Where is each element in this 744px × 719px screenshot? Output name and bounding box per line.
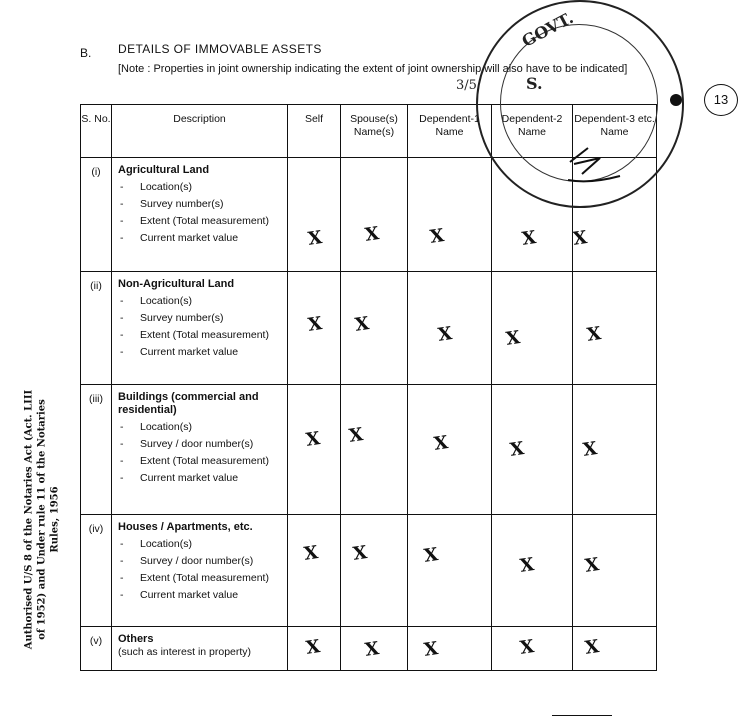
list-item: - Location(s) bbox=[118, 294, 283, 308]
cell-dependent-2 bbox=[492, 385, 573, 515]
row-category: Others bbox=[118, 633, 154, 645]
cross-mark: X bbox=[518, 636, 536, 659]
list-item: - Extent (Total measurement) bbox=[118, 571, 283, 585]
cell-dependent-3 bbox=[573, 515, 657, 627]
cross-mark: X bbox=[347, 424, 365, 447]
cross-mark: X bbox=[302, 542, 320, 565]
list-item: - Survey / door number(s) bbox=[118, 437, 283, 451]
cell-spouse bbox=[341, 385, 408, 515]
cell-dependent-2 bbox=[492, 515, 573, 627]
list-item: - Current market value bbox=[118, 231, 283, 245]
header-spouse: Spouse(s) Name(s) bbox=[341, 105, 408, 158]
table-row bbox=[81, 385, 657, 515]
row-description bbox=[112, 272, 288, 385]
cross-mark: X bbox=[353, 313, 371, 336]
cross-mark: X bbox=[306, 313, 324, 336]
cell-dependent-2 bbox=[492, 627, 573, 671]
stamp-s-text: S. bbox=[526, 74, 543, 93]
cross-mark: X bbox=[581, 438, 599, 461]
cell-dependent-1 bbox=[408, 627, 492, 671]
section-letter: B. bbox=[80, 46, 92, 60]
row-number: (iv) bbox=[81, 515, 112, 627]
header-sno: S. No. bbox=[81, 105, 112, 158]
cross-mark: X bbox=[585, 323, 603, 346]
cell-dependent-1 bbox=[408, 158, 492, 272]
cell-self bbox=[288, 272, 341, 385]
stamp-date-text: 3/5 bbox=[456, 78, 477, 93]
row-category: Non-Agricultural Land bbox=[118, 278, 235, 290]
cell-self bbox=[288, 158, 341, 272]
cross-mark: X bbox=[304, 636, 322, 659]
cross-mark: X bbox=[422, 638, 440, 661]
list-item: - Location(s) bbox=[118, 537, 283, 551]
cross-mark: X bbox=[583, 636, 601, 659]
cross-mark: X bbox=[363, 223, 381, 246]
header-dependent-3: Dependent-3 etc. Name bbox=[573, 105, 657, 158]
notary-authorisation-stamp: Authorised U/S 8 of the Notaries Act (Act. LIII of 1952) and Under rule 11 of the Notaries Rules, 1956 bbox=[23, 389, 61, 650]
cell-dependent-1 bbox=[408, 385, 492, 515]
list-item: - Survey number(s) bbox=[118, 197, 283, 211]
cross-mark: X bbox=[504, 327, 522, 350]
cell-spouse bbox=[341, 272, 408, 385]
list-item: - Extent (Total measurement) bbox=[118, 454, 283, 468]
row-category-sub: (such as interest in property) bbox=[118, 646, 252, 658]
list-item: - Extent (Total measurement) bbox=[118, 328, 283, 342]
list-item: - Survey / door number(s) bbox=[118, 554, 283, 568]
list-item: - Current market value bbox=[118, 471, 283, 485]
cell-self bbox=[288, 627, 341, 671]
header-dependent-2: Dependent-2 Name bbox=[492, 105, 573, 158]
row-number: (i) bbox=[81, 158, 112, 272]
list-item: - Location(s) bbox=[118, 420, 283, 434]
row-description bbox=[112, 627, 288, 671]
cell-dependent-3 bbox=[573, 272, 657, 385]
cross-mark: X bbox=[432, 432, 450, 455]
cross-mark: X bbox=[436, 323, 454, 346]
section-note: [Note : Properties in joint ownership indicating the extent of joint ownership will also have to be indicated] bbox=[118, 63, 628, 75]
list-item: - Location(s) bbox=[118, 180, 283, 194]
cross-mark: X bbox=[304, 428, 322, 451]
row-number: (iii) bbox=[81, 385, 112, 515]
row-category: Buildings (commercial and residential) bbox=[118, 391, 259, 416]
cross-mark: X bbox=[363, 638, 381, 661]
cross-mark: X bbox=[508, 438, 526, 461]
row-number: (v) bbox=[81, 627, 112, 671]
cross-mark: X bbox=[571, 227, 589, 250]
table-row bbox=[81, 272, 657, 385]
section-title: DETAILS OF IMMOVABLE ASSETS bbox=[118, 42, 322, 56]
row-description bbox=[112, 515, 288, 627]
stamp-govt-text: GOVT. bbox=[518, 8, 577, 51]
cell-spouse bbox=[341, 627, 408, 671]
row-description bbox=[112, 158, 288, 272]
row-number: (ii) bbox=[81, 272, 112, 385]
cell-dependent-1 bbox=[408, 272, 492, 385]
cross-mark: X bbox=[306, 227, 324, 250]
list-item: - Current market value bbox=[118, 588, 283, 602]
cell-dependent-3 bbox=[573, 385, 657, 515]
table-row bbox=[81, 515, 657, 627]
signature-scribble bbox=[560, 140, 640, 190]
list-item: - Extent (Total measurement) bbox=[118, 214, 283, 228]
bottom-rule bbox=[552, 715, 612, 716]
page-number-circle: 13 bbox=[704, 84, 738, 116]
header-dependent-1: Dependent-1 Name bbox=[408, 105, 492, 158]
row-description bbox=[112, 385, 288, 515]
cell-spouse bbox=[341, 158, 408, 272]
list-item: - Survey number(s) bbox=[118, 311, 283, 325]
cross-mark: X bbox=[518, 554, 536, 577]
cell-self bbox=[288, 515, 341, 627]
cell-dependent-3 bbox=[573, 627, 657, 671]
cell-self bbox=[288, 385, 341, 515]
cell-spouse bbox=[341, 515, 408, 627]
cross-mark: X bbox=[428, 225, 446, 248]
header-description: Description bbox=[112, 105, 288, 158]
table-row bbox=[81, 627, 657, 671]
row-category: Agricultural Land bbox=[118, 164, 210, 176]
cell-dependent-1 bbox=[408, 515, 492, 627]
cross-mark: X bbox=[520, 227, 538, 250]
cross-mark: X bbox=[351, 542, 369, 565]
list-item: - Current market value bbox=[118, 345, 283, 359]
cell-dependent-2 bbox=[492, 272, 573, 385]
header-self: Self bbox=[288, 105, 341, 158]
cross-mark: X bbox=[583, 554, 601, 577]
row-category: Houses / Apartments, etc. bbox=[118, 521, 253, 533]
cross-mark: X bbox=[422, 544, 440, 567]
